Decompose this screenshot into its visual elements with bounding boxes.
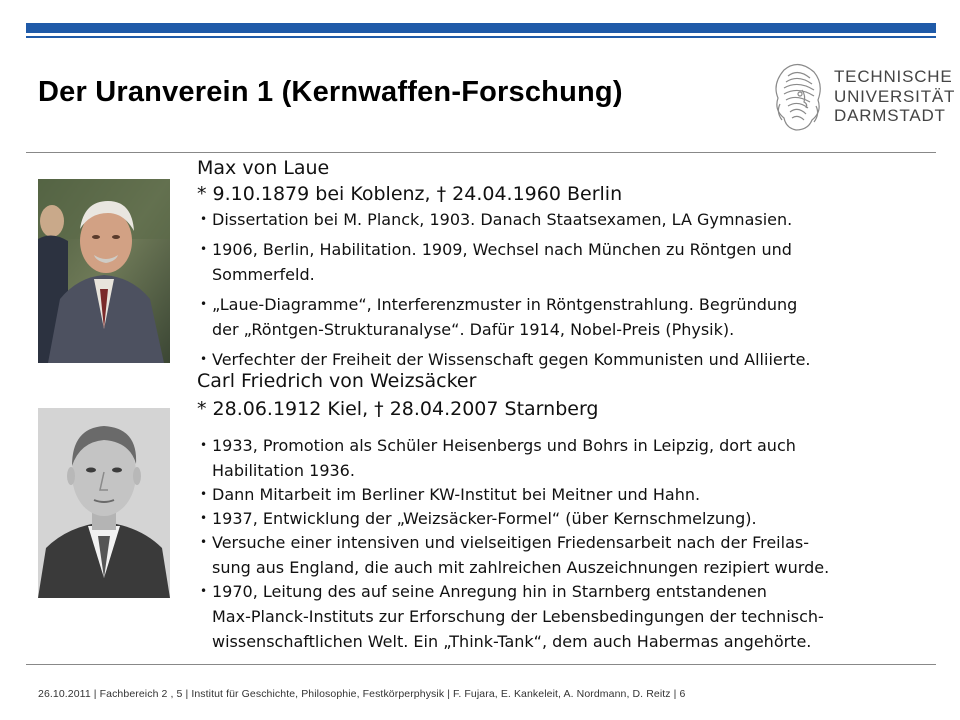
bullet-dot-icon: • <box>200 511 208 525</box>
photo-weizsaecker <box>38 408 170 598</box>
logo-line-2: UNIVERSITÄT <box>834 86 956 106</box>
divider-top <box>26 152 936 153</box>
bullet-item <box>200 237 811 287</box>
logo-line-1: TECHNISCHE <box>834 67 953 86</box>
bullet-list-weizsaecker <box>200 433 829 654</box>
logo-wordmark <box>834 67 956 126</box>
bullet-dot-icon: • <box>200 242 208 256</box>
bullet-text: „Laue-Diagramme“, Interferenzmuster in Röntgenstrahlung. Begründung der „Röntgen-Strukturanalyse“. Dafür 1914, Nobel-Preis (Physik). <box>212 295 798 339</box>
bullet-text: Dissertation bei M. Planck, 1903. Danach Staatsexamen, LA Gymnasien. <box>212 210 793 229</box>
footer: 26.10.2011 | Fachbereich 2 , 5 | Institut für Geschichte, Philosophie, Festkörperphysik | F. Fujara, E. Kankeleit, A. Nordmann, D. Reitz | 6 <box>38 688 686 700</box>
bullet-item <box>200 530 829 580</box>
person-name-laue: Max von Laue <box>197 157 330 179</box>
logo-line-3: DARMSTADT <box>834 106 946 125</box>
bullet-text: 1906, Berlin, Habilitation. 1909, Wechsel nach München zu Röntgen und Sommerfeld. <box>212 240 792 284</box>
bullet-item <box>200 292 811 342</box>
bullet-dot-icon: • <box>200 212 208 226</box>
university-logo <box>756 58 956 138</box>
bullet-text: Dann Mitarbeit im Berliner KW-Institut bei Meitner und Hahn. <box>212 485 701 504</box>
bullet-item <box>200 347 811 372</box>
bullet-dot-icon: • <box>200 535 208 549</box>
person-dates-weizsaecker: * 28.06.1912 Kiel, † 28.04.2007 Starnberg <box>197 398 599 420</box>
bullet-item <box>200 207 811 232</box>
bullet-dot-icon: • <box>200 297 208 311</box>
bullet-list-laue <box>200 207 811 372</box>
bullet-text: Verfechter der Freiheit der Wissenschaft gegen Kommunisten und Alliierte. <box>212 350 811 369</box>
slide-title: Der Uranverein 1 (Kernwaffen-Forschung) <box>38 76 623 108</box>
photo-max-von-laue <box>38 179 170 363</box>
athena-seal-icon <box>766 60 828 134</box>
bullet-item <box>200 579 829 654</box>
divider-bottom <box>26 664 936 665</box>
header-bar <box>26 23 936 33</box>
bullet-text: 1970, Leitung des auf seine Anregung hin in Starnberg entstandenen Max-Planck-Instituts zur Erforschung der Lebensbedingungen der technisch- wissenschaftlichen Welt. Ein „Think-Tank“, dem auch Habermas angehörte. <box>212 582 824 651</box>
person-name-weizsaecker: Carl Friedrich von Weizsäcker <box>197 370 477 392</box>
bullet-item <box>200 433 829 483</box>
bullet-item <box>200 506 829 531</box>
bullet-item <box>200 482 829 507</box>
bullet-dot-icon: • <box>200 487 208 501</box>
bullet-dot-icon: • <box>200 584 208 598</box>
header-line <box>26 36 936 38</box>
bullet-dot-icon: • <box>200 352 208 366</box>
person-dates-laue: * 9.10.1879 bei Koblenz, † 24.04.1960 Berlin <box>197 183 623 205</box>
bullet-text: 1933, Promotion als Schüler Heisenbergs und Bohrs in Leipzig, dort auch Habilitation 1936. <box>212 436 796 480</box>
bullet-text: 1937, Entwicklung der „Weizsäcker-Formel“ (über Kernschmelzung). <box>212 509 757 528</box>
bullet-text: Versuche einer intensiven und vielseitigen Friedensarbeit nach der Freilas- sung aus England, die auch mit zahlreichen Auszeichnungen rezipiert wurde. <box>212 533 830 577</box>
bullet-dot-icon: • <box>200 438 208 452</box>
